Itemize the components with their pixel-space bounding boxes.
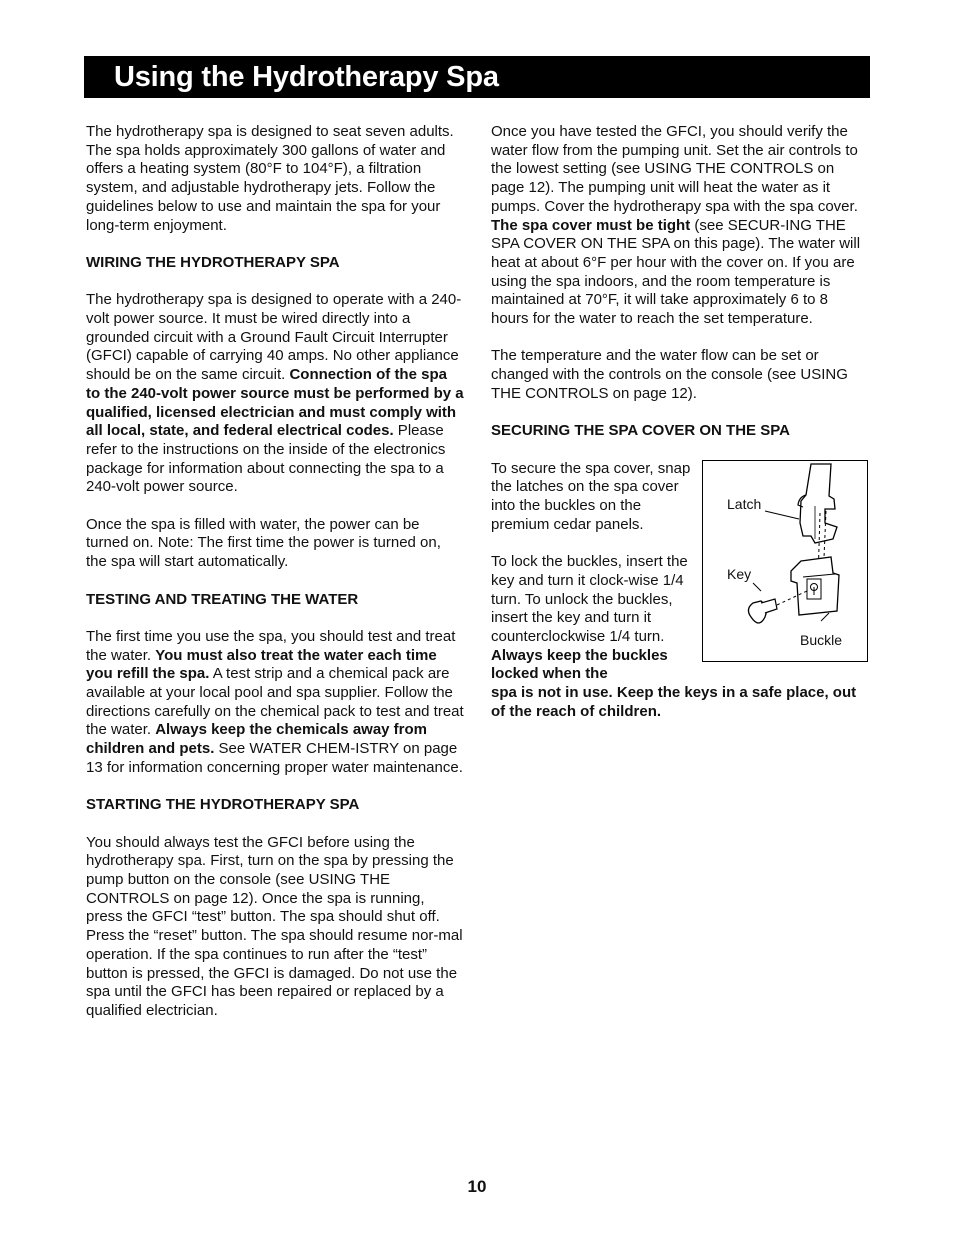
intro-paragraph: The hydrotherapy spa is designed to seat seven adults. The spa holds approximately 300 gallons of water and offers a heating system (80°F to 104°F), a filtration system, and adjustable hydrotherapy jets. Follow the guidelines below to use and maintain the spa for your long-term enjoyment. [86, 123, 454, 234]
cover-warning-paragraph [491, 684, 869, 721]
left-column [86, 123, 464, 1039]
cover-warning-b: spa is not in use. Keep the keys in a safe place, out of the reach of children. [491, 684, 857, 720]
cover-heading: SECURING THE SPA COVER ON THE SPA [491, 422, 790, 440]
flow-text-end: (see SECUR-ING THE SPA COVER ON THE SPA on this page). The water will heat at about 6°F per hour with the cover on. If you are using the spa indoors, and the room temperature is maintained at 70°F, it will take approximately 6 to 8 hours for the water to reach the set temperature. [491, 216, 861, 328]
testing-paragraph [86, 628, 464, 778]
cover-section [491, 460, 869, 722]
latch-buckle-figure [702, 460, 868, 662]
flow-text: Once you have tested the GFCI, you should verify the water flow from the pumping unit. Set the air controls to the lowest setting (see USING THE CONTROLS on page 12). The pumping unit will heat the water as it pumps. Cover the hydrotherapy spa with the spa cover. [491, 123, 858, 215]
cover-warning-a: Always keep the buckles locked when the [491, 646, 668, 683]
title-bar [84, 56, 870, 98]
page-number: 10 [467, 1177, 487, 1196]
cover-lock-text: To lock the buckles, insert the key and turn it clock-wise 1/4 turn. To unlock the buckles, insert the key and turn it counterclockwise 1/4 turn. [491, 553, 688, 645]
cover-paragraph-1: To secure the spa cover, snap the latches on the spa cover into the buckles on the premium cedar panels. [491, 459, 691, 533]
flow-paragraph [491, 123, 869, 329]
testing-heading: TESTING AND TREATING THE WATER [86, 590, 359, 608]
key-label: Key [727, 565, 752, 582]
testing-warning-chemicals: Always keep the chemicals away from children and pets. [86, 721, 428, 758]
wiring-text-end: Please refer to the instructions on the inside of the electronics package for information about connecting the spa to a 240-volt power source. [86, 422, 446, 496]
testing-warning-refill: You must also treat the water each time you refill the spa. [86, 646, 437, 683]
latch-illustration [703, 461, 869, 663]
temperature-paragraph: The temperature and the water flow can be set or changed with the controls on the console (see USING THE CONTROLS on page 12). [491, 347, 848, 402]
testing-text-mid: A test strip and a chemical pack are available at your local pool and spa supplier. Follow the directions carefully on the chemical pack to test and treat the water. [86, 665, 464, 739]
testing-text: The first time you use the spa, you should test and treat the water. [86, 627, 456, 664]
cover-text [491, 460, 691, 684]
wiring-warning: Connection of the spa to the 240-volt power source must be performed by a qualified, licensed electrician and must comply with all local, state, and federal electrical codes. [86, 366, 464, 440]
page-title: Using the Hydrotherapy Spa [114, 61, 499, 93]
power-paragraph: Once the spa is filled with water, the power can be turned on. Note: The first time the power is turned on, the spa will start automatically. [86, 515, 441, 571]
latch-label: Latch [727, 495, 762, 512]
wiring-text: The hydrotherapy spa is designed to operate with a 240-volt power source. It must be wired directly into a grounded circuit with a Ground Fault Circuit Interrupter (GFCI) capable of carrying 40 amps. No other appliance should be on the same circuit. [86, 291, 462, 384]
wiring-heading: WIRING THE HYDROTHERAPY SPA [86, 253, 340, 271]
right-column [491, 123, 869, 721]
starting-heading: STARTING THE HYDROTHERAPY SPA [86, 796, 360, 814]
buckle-label: Buckle [800, 631, 843, 648]
cover-paragraph-2 [491, 553, 691, 684]
flow-warning: The spa cover must be tight [491, 216, 691, 234]
testing-text-end: See WATER CHEM-ISTRY on page 13 for information concerning proper water maintenance. [86, 740, 463, 776]
starting-paragraph: You should always test the GFCI before using the hydrotherapy spa. First, turn on the spa by pressing the pump button on the console (see USING THE CONTROLS on page 12). Once the spa is running, press the GFCI “test” button. The spa should shut off. Press the “reset” button. The spa should resume nor-mal operation. If the spa continues to run after the “test” button is pressed, the GFCI is damaged. Do not use the spa until the GFCI has been repaired or replaced by a qualified electrician. [86, 833, 463, 1019]
wiring-paragraph [86, 291, 464, 497]
